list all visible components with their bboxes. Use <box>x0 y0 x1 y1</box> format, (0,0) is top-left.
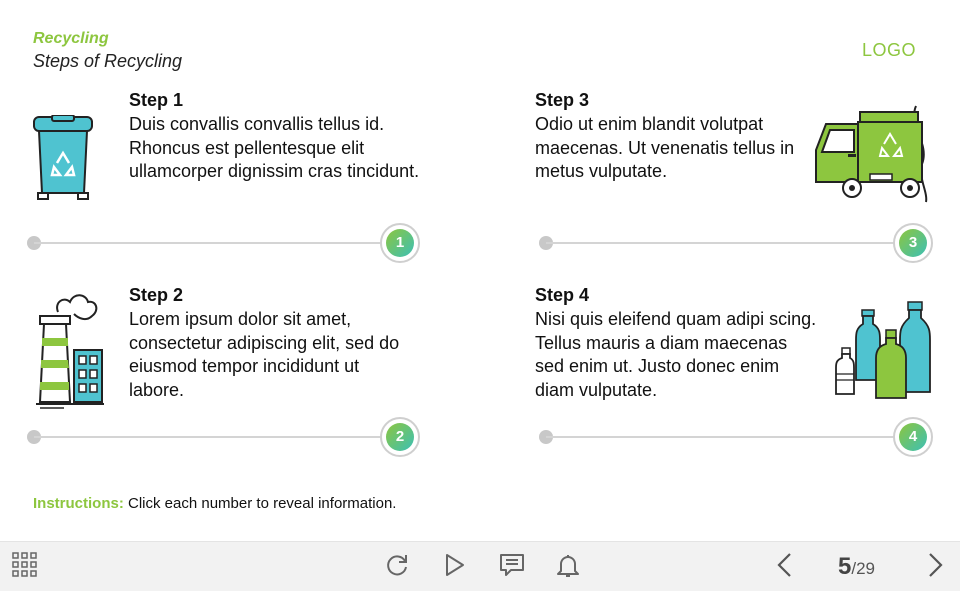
step-4-text: Nisi quis eleifend quam adipi scing. Tellus mauris a diam maecenas sed enim ut. Justo donec enim diam vulputate. <box>535 309 817 400</box>
step-4-number: 4 <box>899 423 927 451</box>
instructions <box>33 495 396 512</box>
step-1-text: Duis convallis convallis tellus id. Rhoncus est pellentesque elit ullamcorper dignissim cras tincidunt. <box>129 114 420 181</box>
instructions-label: Instructions: <box>33 495 124 512</box>
step-2-title: Step 2 <box>129 285 184 305</box>
player-toolbar <box>0 541 960 591</box>
menu-grid-icon[interactable] <box>12 552 38 578</box>
play-icon[interactable] <box>442 552 468 578</box>
step-4-number-button[interactable] <box>893 417 933 457</box>
logo: LOGO <box>862 40 917 60</box>
step-4-title: Step 4 <box>535 285 590 305</box>
step-1-number: 1 <box>386 229 414 257</box>
step-1-title: Step 1 <box>129 90 184 110</box>
garbage-truck-icon <box>812 104 936 204</box>
notes-icon[interactable] <box>499 552 525 578</box>
chevron-left-icon[interactable] <box>772 552 798 578</box>
total-pages: /29 <box>851 559 875 578</box>
step-2-track <box>34 436 384 438</box>
step-3-title: Step 3 <box>535 90 590 110</box>
page-counter <box>838 553 875 581</box>
step-3-number-button[interactable] <box>893 223 933 263</box>
bottles-icon <box>832 300 932 400</box>
step-2-number-button[interactable] <box>380 417 420 457</box>
page-title: Steps of Recycling <box>33 51 183 71</box>
course-category: Recycling <box>33 30 109 47</box>
step-3-text: Odio ut enim blandit volutpat maecenas. Ut venenatis tellus in metus vulputate. <box>535 114 795 181</box>
current-page: 5 <box>838 553 852 580</box>
step-3-track <box>546 242 896 244</box>
step-2-number: 2 <box>386 423 414 451</box>
step-2-text: Lorem ipsum dolor sit amet, consectetur adipiscing elit, sed do eiusmod tempor incididunt ut labore. <box>129 309 400 400</box>
step-4-track <box>546 436 896 438</box>
chevron-right-icon[interactable] <box>922 552 948 578</box>
replay-icon[interactable] <box>384 552 410 578</box>
factory-icon <box>34 290 106 410</box>
recycle-bin-icon <box>30 115 96 201</box>
step-1-track <box>34 242 384 244</box>
step-1-number-button[interactable] <box>380 223 420 263</box>
instructions-text: Click each number to reveal information. <box>123 495 397 512</box>
step-3-number: 3 <box>899 229 927 257</box>
bell-icon[interactable] <box>555 552 581 578</box>
